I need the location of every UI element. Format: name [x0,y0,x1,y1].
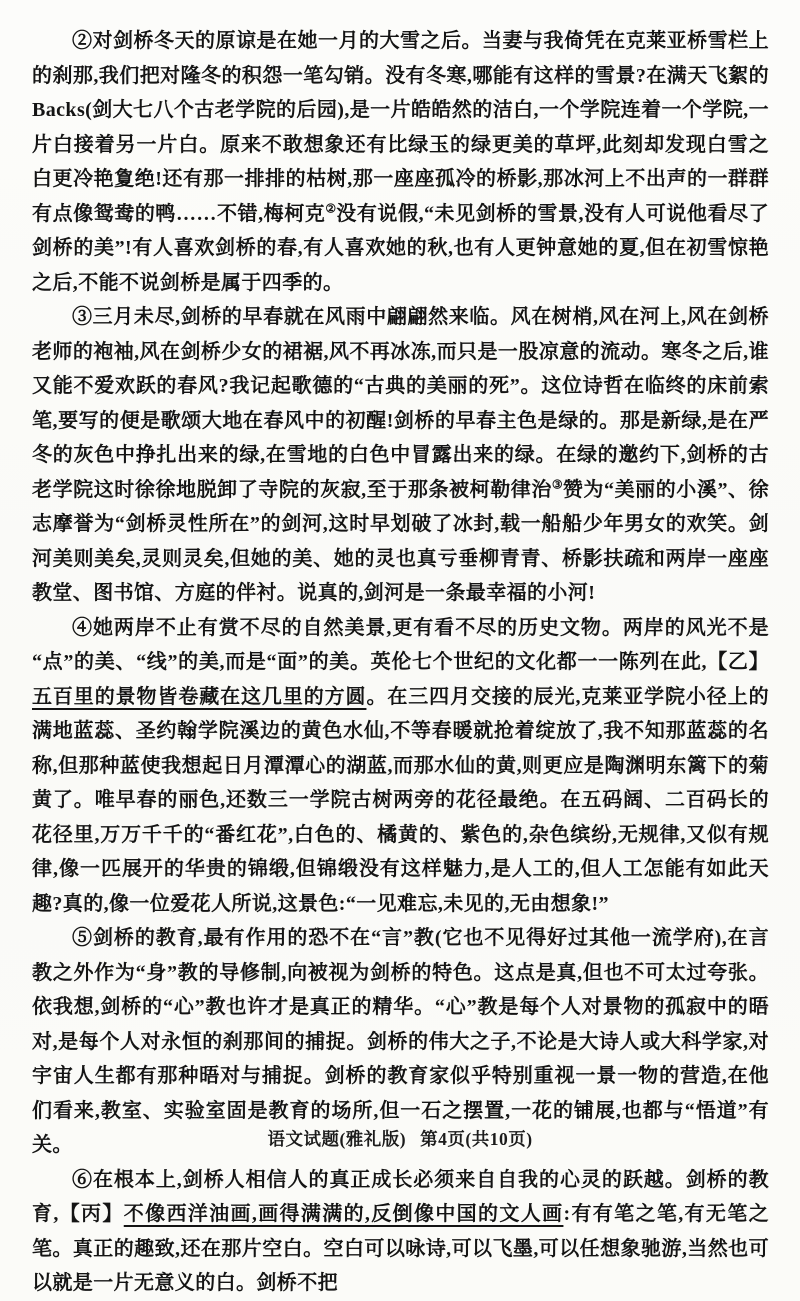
text-segment: ⑤剑桥的教育,最有作用的恐不在“言”教(它也不见得好过其他一流学府),在言教之外作为“身”教的导修制,向被视为剑桥的特色。这点是真,但也不可太过夸张。依我想,剑桥的“心”教也许才是真正的精华。“心”教是每个人对景物的孤寂中的晤对,是每个人对永恒的刹那间的捕捉。剑桥的伟大之子,不论是大诗人或大科学家,对宇宙人生都有那种晤对与捕捉。剑桥的教育家似乎特别重视一景一物的营造,在他们看来,教室、实验室固是教育的场所,但一石之摆置,一花的铺展,也都与“悟道”有关。 [32,927,769,1156]
paragraph [32,24,769,300]
article-body [32,24,769,1301]
text-segment: ④她两岸不止有赏不尽的自然美景,更有看不尽的历史文物。两岸的风光不是“点”的美、“线”的美,而是“面”的美。英伦七个世纪的文化都一一陈列在此, [32,616,769,673]
text-segment: 不像西洋油画,画得满满的,反倒像中国的文人画 [123,1203,564,1225]
footer-exam-title: 语文试题(雅礼版) [267,1129,407,1149]
text-segment: 。在三四月交接的辰光,克莱亚学院小径上的满地蓝蕊、圣约翰学院溪边的黄色水仙,不等春暖就抢着绽放了,我不知那蓝蕊的名称,但那种蓝使我想起日月潭潭心的湖蓝,而那水仙的黄,则更应是陶渊明东篱下的菊黄了。唯早春的丽色,还数三一学院古树两旁的花径最绝。在五码阔、二百码长的花径里,万万千千的“番红花”,白色的、橘黄的、紫色的,杂色缤纷,无规律,又似有规律,像一匹展开的华贵的锦缎,但锦缎没有这样魅力,是人工的,但人工怎能有如此天趣?真的,像一位爱花人所说,这景色:“一见难忘,未见的,无由想象!” [32,685,770,915]
text-segment: ②对剑桥冬天的原谅是在她一月的大雪之后。当妻与我倚凭在克莱亚桥雪栏上的刹那,我们把对隆冬的积怨一笔勾销。没有冬寒,哪能有这样的雪景?在满天飞絮的 Backs(剑大七八个古老学院的后园),是一片皓皓然的洁白,一个学院连着一个学院,一片白接着另一片白。原来不敢想象还有比绿玉的绿更美的草坪,此刻却发现白雪之白更冷艳夐绝!还有那一排排的枯树,那一座座孤冷的桥影,那冰河上不出声的一群群有点像鸳鸯的鸭……不错,梅柯克 [32,30,769,225]
text-segment: ③三月未尽,剑桥的早春就在风雨中翩翩然来临。风在树梢,风在河上,风在剑桥老师的袍袖,风在剑桥少女的裙裾,风不再冰冻,而只是一股凉意的流动。寒冬之后,谁又能不爱欢跃的春风?我记起歌德的“古典的美丽的死”。这位诗哲在临终的床前索笔,要写的便是歌颂大地在春风中的初醒!剑桥的早春主色是绿的。那是新绿,是在严冬的灰色中挣扎出来的绿,在雪地的白色中冒露出来的绿。在绿的邀约下,剑桥的古老学院这时徐徐地脱卸了寺院的灰寂,至于那条被柯勒律治 [32,306,769,501]
text-segment: 五百里的景物皆卷藏在这几里的方圆 [32,685,367,708]
page-footer [0,1126,800,1151]
paragraph [32,1163,769,1301]
text-segment: 没有说假,“未见剑桥的雪景,没有人可说他看尽了剑桥的美”!有人喜欢剑桥的春,有人喜欢她的秋,也有人更钟意她的夏,但在初雪惊艳之后,不能不说剑桥是属于四季的。 [32,202,770,294]
footnote-marker: ③ [551,476,563,491]
text-segment: 赞为“美丽的小溪”、徐志摩誉为“剑桥灵性所在”的剑河,这时早划破了冰封,载一船船少年男女的欢笑。剑河美则美矣,灵则灵矣,但她的美、她的灵也真亏垂柳青青、桥影扶疏和两岸一座座教堂、图书馆、方庭的伴衬。说真的,剑河是一条最幸福的小河! [32,478,769,604]
text-segment: 【乙】 [706,651,769,673]
text-segment: ⑥在根本上,剑桥人相信人的真正成长必须来自自我的心灵的跃越。剑桥的教育, [32,1168,769,1225]
text-segment: 【丙】 [58,1203,124,1225]
paragraph [32,300,769,611]
footnote-marker: ② [325,200,337,215]
text-segment: :有有笔之笔,有无笔之笔。真正的趣致,还在那片空白。空白可以咏诗,可以飞墨,可以任想象驰游,当然也可以就是一片无意义的白。剑桥不把 [32,1203,769,1294]
paragraph [32,611,769,922]
footer-page-number: 第4页(共10页) [420,1129,533,1149]
